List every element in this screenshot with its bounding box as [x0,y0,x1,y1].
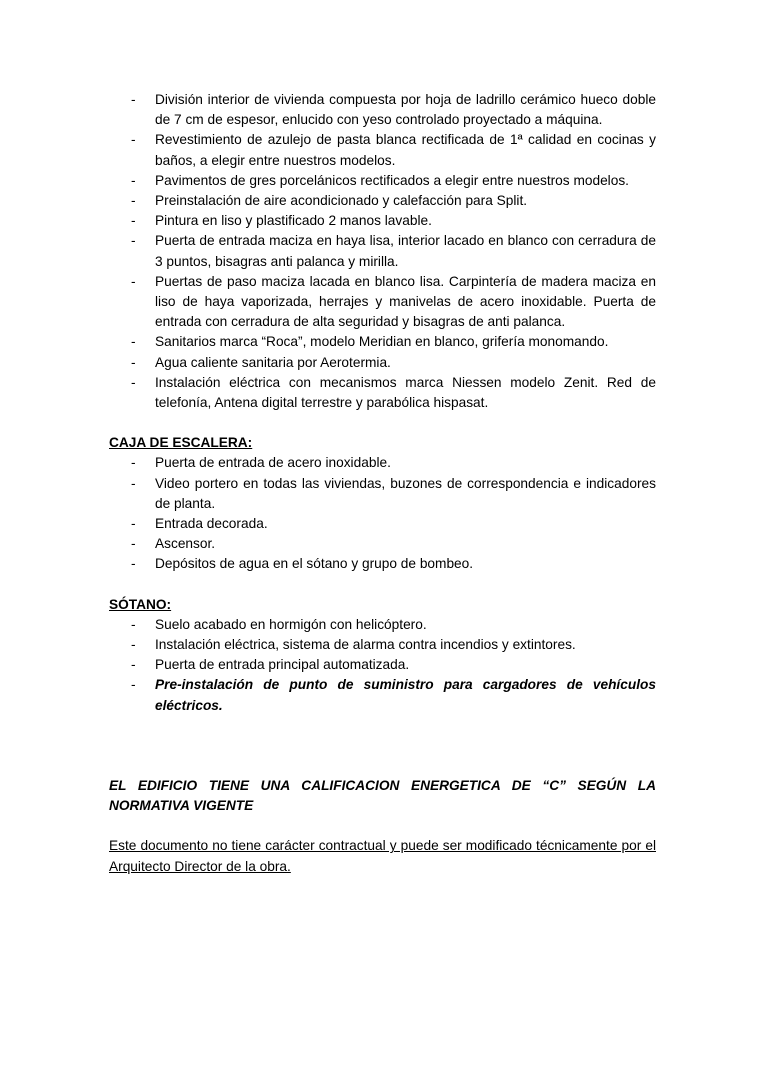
list-item: - Sanitarios marca “Roca”, modelo Meridian en blanco, grifería monomando. [109,332,656,352]
list-item: - Puerta de entrada principal automatizada. [109,655,656,675]
bullet-dash: - [131,677,136,693]
bullet-dash: - [131,374,136,390]
list-item: - Pintura en liso y plastificado 2 manos lavable. [109,211,656,231]
list-item: - Pavimentos de gres porcelánicos rectificados a elegir entre nuestros modelos. [109,171,656,191]
bullet-dash: - [131,193,136,209]
bullet-dash: - [131,475,136,491]
list-item: - Ascensor. [109,534,656,554]
bullet-dash: - [131,657,136,673]
disclaimer: Este documento no tiene carácter contractual y puede ser modificado técnicamente por el Arquitecto Director de la obra. [109,838,656,874]
section-heading-sotano: SÓTANO: [109,596,172,612]
spacer [109,756,656,776]
list-item: - Pre-instalación de punto de suministro para cargadores de vehículos eléctricos. [131,677,656,713]
bullet-dash: - [131,354,136,370]
list-item: - Video portero en todas las viviendas, buzones de correspondencia e indicadores de planta. [131,475,656,511]
bullet-dash: - [131,334,136,350]
spacer [109,816,656,836]
list-item: - Entrada decorada. [109,514,656,534]
bullet-dash: - [131,455,136,471]
energy-rating: EL EDIFICIO TIENE UNA CALIFICACION ENERGETICA DE “C” SEGÚN LA NORMATIVA VIGENTE [109,777,656,814]
list-item: - División interior de vivienda compuesta por hoja de ladrillo cerámico hueco doble de 7 cm de espesor, enlucido con yeso controlado proyectado a máquina. [131,92,656,128]
bullet-dash: - [131,233,136,249]
bullet-dash: - [131,556,136,572]
bullet-dash: - [131,536,136,552]
list-item: - Instalación eléctrica con mecanismos marca Niessen modelo Zenit. Red de telefonía, Antena digital terrestre y parabólica hispasat. [131,374,656,411]
bullet-dash: - [131,213,136,229]
spacer [109,716,656,736]
list-item: - Puertas de paso maciza lacada en blanco lisa. Carpintería de madera maciza en liso de haya vaporizada, herrajes y manivelas de acero inoxidable. Puerta de entrada con cerradura de alta seguridad y bisagras de anti palanca. [131,273,656,330]
interior-list [109,90,656,413]
sotano-list [109,615,656,716]
list-item: - Agua caliente sanitaria por Aerotermia. [109,353,656,373]
list-item: - Suelo acabado en hormigón con helicóptero. [109,615,656,635]
spacer [109,413,656,433]
bullet-dash: - [131,637,136,653]
bullet-dash: - [131,516,136,532]
list-item: - Puerta de entrada de acero inoxidable. [109,453,656,473]
bullet-dash: - [131,273,136,289]
list-item: - Preinstalación de aire acondicionado y calefacción para Split. [109,191,656,211]
spacer [109,736,656,756]
bullet-dash: - [131,92,136,107]
bullet-dash: - [131,616,136,632]
spacer [109,575,656,595]
escalera-list [109,453,656,574]
document-content [109,90,656,877]
section-heading-escalera: CAJA DE ESCALERA: [109,435,253,451]
bullet-dash: - [131,132,136,148]
list-item: - Depósitos de agua en el sótano y grupo de bombeo. [109,554,656,574]
list-item: - Revestimiento de azulejo de pasta blanca rectificada de 1ª calidad en cocinas y baños, a elegir entre nuestros modelos. [131,132,656,168]
bullet-dash: - [131,172,136,188]
list-item: - Puerta de entrada maciza en haya lisa, interior lacado en blanco con cerradura de 3 puntos, bisagras anti palanca y mirilla. [131,233,656,269]
list-item: - Instalación eléctrica, sistema de alarma contra incendios y extintores. [109,635,656,655]
